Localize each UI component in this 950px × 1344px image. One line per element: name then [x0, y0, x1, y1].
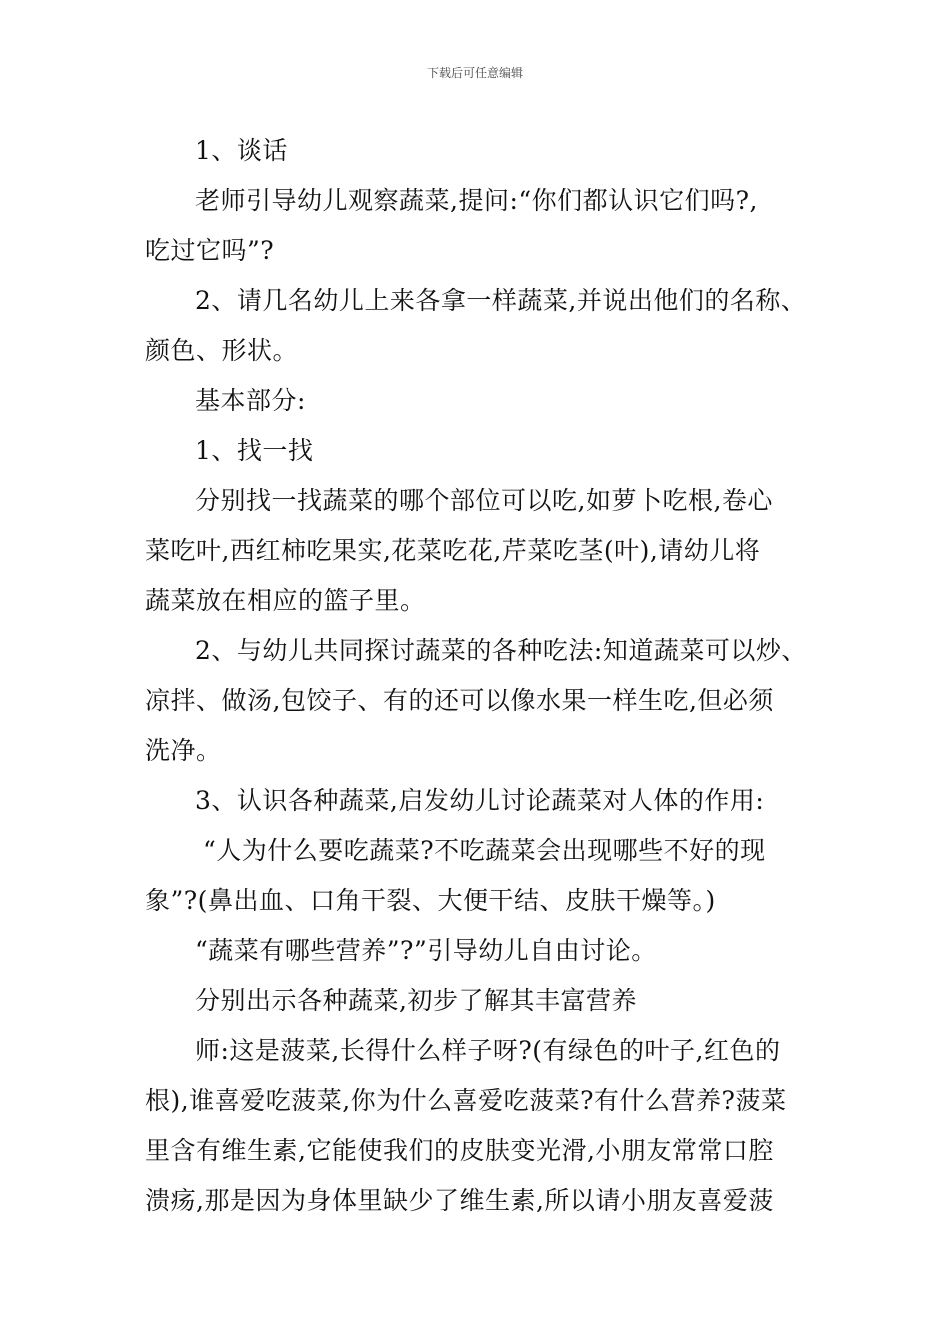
- paragraph-line: 凉拌、做汤,包饺子、有的还可以像水果一样生吃,但必须: [145, 686, 774, 715]
- paragraph-line: 蔬菜放在相应的篮子里。: [145, 586, 426, 615]
- paragraph-line: 颜色、形状。: [145, 336, 299, 365]
- paragraph-line: “蔬菜有哪些营养”?”引导幼儿自由讨论。: [195, 936, 657, 965]
- section-heading: 基本部分:: [195, 386, 306, 415]
- paragraph-line: 1、谈话: [195, 136, 288, 165]
- paragraph-line: 象”?(鼻出血、口角干裂、大便干结、皮肤干燥等。): [145, 886, 716, 915]
- paragraph-line: “人为什么要吃蔬菜?不吃蔬菜会出现哪些不好的现: [203, 836, 766, 865]
- paragraph-line: 师:这是菠菜,长得什么样子呀?(有绿色的叶子,红色的: [195, 1036, 781, 1065]
- paragraph-line: 里含有维生素,它能使我们的皮肤变光滑,小朋友常常口腔: [145, 1136, 774, 1165]
- paragraph-line: 1、找一找: [195, 436, 314, 465]
- paragraph-line: 洗净。: [145, 736, 222, 765]
- paragraph-line: 2、请几名幼儿上来各拿一样蔬菜,并说出他们的名称、: [195, 286, 807, 315]
- document-body: [145, 126, 835, 1226]
- paragraph-line: 菜吃叶,西红柿吃果实,花菜吃花,芹菜吃茎(叶),请幼儿将: [145, 536, 761, 565]
- paragraph-line: 吃过它吗”?: [145, 236, 275, 265]
- paragraph-line: 分别出示各种蔬菜,初步了解其丰富营养: [195, 986, 637, 1015]
- paragraph-line: 3、认识各种蔬菜,启发幼儿讨论蔬菜对人体的作用:: [195, 786, 765, 815]
- paragraph-line: 溃疡,那是因为身体里缺少了维生素,所以请小朋友喜爱菠: [145, 1186, 774, 1215]
- paragraph-line: 2、与幼儿共同探讨蔬菜的各种吃法:知道蔬菜可以炒、: [195, 636, 807, 665]
- paragraph-line: 根),谁喜爱吃菠菜,你为什么喜爱吃菠菜?有什么营养?菠菜: [145, 1086, 787, 1115]
- page-header: 下载后可任意编辑: [426, 66, 523, 80]
- paragraph-line: 老师引导幼儿观察蔬菜,提问:“你们都认识它们吗?,: [195, 186, 759, 215]
- paragraph-line: 分别找一找蔬菜的哪个部位可以吃,如萝卜吃根,卷心: [195, 486, 773, 515]
